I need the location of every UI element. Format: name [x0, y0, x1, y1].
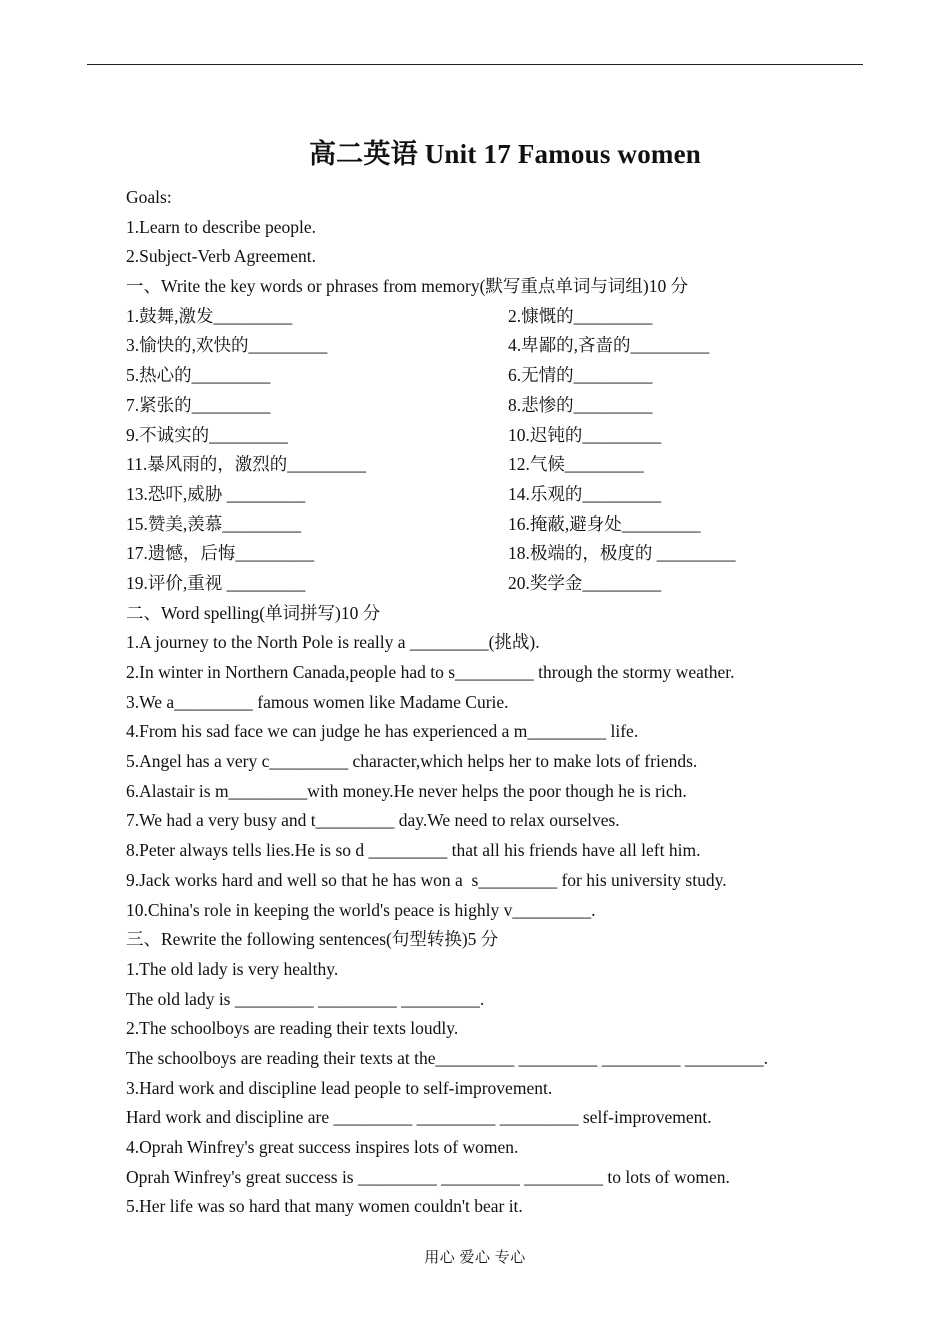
vocab-item: 6.无情的_________ — [508, 365, 653, 386]
vocab-item: 15.赞美,羡慕_________ — [126, 513, 301, 534]
rewrite-item: 5.Her life was so hard that many women couldn't bear it. — [126, 1196, 523, 1217]
vocab-item: 7.紧张的_________ — [126, 394, 271, 415]
vocab-item: 10.迟钝的_________ — [508, 424, 662, 445]
vocab-item: 16.掩蔽,避身处_________ — [508, 513, 701, 534]
vocab-item: 13.恐吓,威胁 _________ — [126, 483, 306, 504]
worksheet-body — [126, 183, 866, 1222]
page-footer: 用心 爱心 专心 — [424, 1250, 526, 1266]
rewrite-item: 1.The old lady is very healthy. — [126, 958, 339, 979]
vocab-item: 17.遗憾，后悔_________ — [126, 543, 315, 564]
rewrite-item: 2.The schoolboys are reading their texts loudly. — [126, 1018, 459, 1039]
spelling-item: 8.Peter always tells lies.He is so d _________ that all his friends have all left him. — [126, 840, 701, 861]
vocab-row — [126, 391, 866, 421]
spelling-item: 5.Angel has a very c_________ character,which helps her to make lots of friends. — [126, 751, 698, 772]
vocab-row — [126, 539, 866, 569]
spelling-item: 4.From his sad face we can judge he has experienced a m_________ life. — [126, 721, 639, 742]
spelling-item: 9.Jack works hard and well so that he has won a s_________ for his university study. — [126, 869, 727, 890]
section-2-heading: 二、Word spelling(单词拼写)10 分 — [126, 602, 381, 623]
rewrite-item: The schoolboys are reading their texts at the_________ _________ _________ _________. — [126, 1047, 769, 1068]
vocab-item: 4.卑鄙的,吝啬的_________ — [508, 335, 710, 356]
spelling-item: 6.Alastair is m_________with money.He never helps the poor though he is rich. — [126, 780, 687, 801]
spelling-item: 10.China's role in keeping the world's peace is highly v_________. — [126, 899, 596, 920]
vocab-item: 11.暴风雨的，激烈的_________ — [126, 454, 366, 475]
rewrite-item: 3.Hard work and discipline lead people to self-improvement. — [126, 1077, 553, 1098]
vocab-item: 9.不诚实的_________ — [126, 424, 288, 445]
spelling-item: 1.A journey to the North Pole is really a _________(挑战). — [126, 632, 540, 653]
vocab-row — [126, 302, 866, 332]
vocab-row — [126, 421, 866, 451]
header-rule — [87, 64, 863, 65]
vocab-row — [126, 361, 866, 391]
rewrite-item: The old lady is _________ _________ _________. — [126, 988, 485, 1009]
vocab-item: 19.评价,重视 _________ — [126, 572, 306, 593]
section-1-heading: 一、Write the key words or phrases from memory(默写重点单词与词组)10 分 — [126, 276, 689, 297]
vocab-item: 14.乐观的_________ — [508, 483, 662, 504]
page-title: 高二英语 Unit 17 Famous women — [308, 139, 701, 169]
vocab-item: 1.鼓舞,激发_________ — [126, 305, 293, 326]
vocab-row — [126, 450, 866, 480]
vocab-row — [126, 510, 866, 540]
vocab-row — [126, 569, 866, 599]
vocab-item: 5.热心的_________ — [126, 365, 271, 386]
vocab-item: 8.悲惨的_________ — [508, 394, 653, 415]
vocab-item: 12.气候_________ — [508, 454, 644, 475]
goal-item: 2.Subject-Verb Agreement. — [126, 246, 317, 267]
spelling-item: 2.In winter in Northern Canada,people had to s_________ through the stormy weather. — [126, 662, 735, 682]
rewrite-item: Oprah Winfrey's great success is _________ _________ _________ to lots of women. — [126, 1166, 730, 1187]
rewrite-item: Hard work and discipline are _________ _________ _________ self-improvement. — [126, 1107, 712, 1128]
vocab-row — [126, 480, 866, 510]
vocab-row — [126, 331, 866, 361]
goal-item: 1.Learn to describe people. — [126, 216, 316, 237]
spelling-item: 3.We a_________ famous women like Madame Curie. — [126, 691, 509, 712]
rewrite-item: 4.Oprah Winfrey's great success inspires lots of women. — [126, 1137, 519, 1157]
spelling-item: 7.We had a very busy and t_________ day.We need to relax ourselves. — [126, 810, 620, 831]
goals-heading: Goals: — [126, 187, 172, 207]
vocab-item: 20.奖学金_________ — [508, 572, 662, 593]
vocab-item: 2.慷慨的_________ — [508, 305, 653, 326]
vocab-item: 18.极端的，极度的 _________ — [508, 543, 736, 564]
vocab-item: 3.愉快的,欢快的_________ — [126, 335, 328, 356]
section-3-heading: 三、Rewrite the following sentences(句型转换)5 分 — [126, 929, 499, 950]
